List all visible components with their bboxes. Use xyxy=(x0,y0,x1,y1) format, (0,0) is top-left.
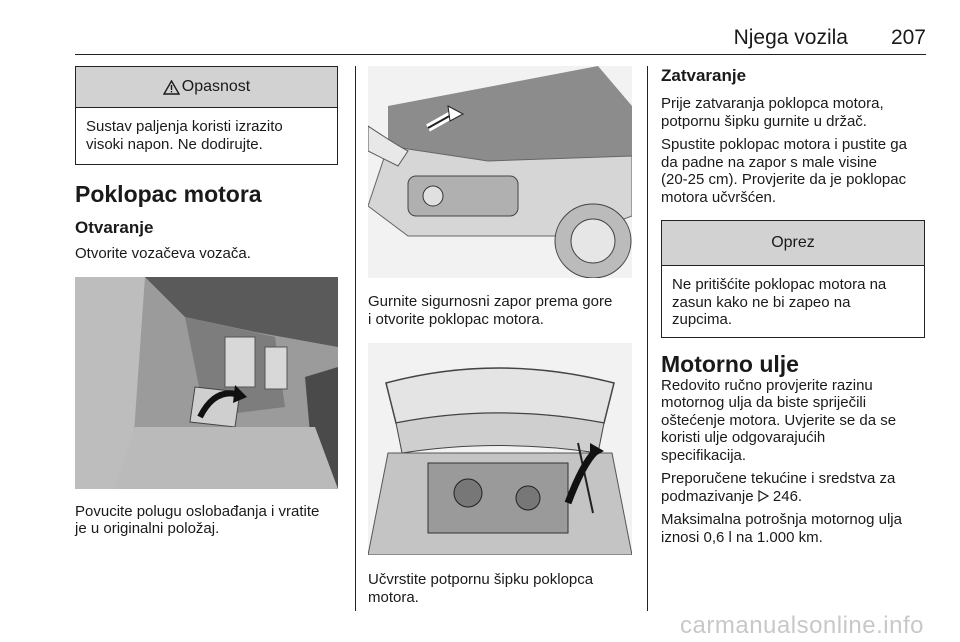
section-title-hood: Poklopac motora xyxy=(75,181,262,207)
danger-box xyxy=(75,66,338,165)
text-line: oštećenje motora. Uvjerite se da se xyxy=(661,411,897,429)
subsection-title-closing: Zatvaranje xyxy=(661,66,747,85)
footwell-caption xyxy=(75,503,338,538)
text-line: (20-25 cm). Provjerite da je poklopac xyxy=(661,171,907,188)
support-rod-caption xyxy=(368,571,632,606)
page-reference-link[interactable]: 246. xyxy=(772,487,803,505)
section-title-engine-oil: Motorno ulje xyxy=(661,350,799,377)
text-line: specifikacija. xyxy=(661,446,747,464)
column-2 xyxy=(368,66,632,606)
caution-line: Ne pritišćite poklopac motora na xyxy=(672,276,887,293)
engine-oil-paragraph-2 xyxy=(661,470,925,505)
subsection-title-opening: Otvaranje xyxy=(75,218,154,237)
text-line: Spustite poklopac motora i pustite ga xyxy=(661,136,907,153)
danger-line: Sustav paljenja koristi izrazito xyxy=(86,118,283,135)
caption-line: Povucite polugu oslobađanja i vratite xyxy=(75,502,320,520)
text-line: motornog ulja da biste spriječili xyxy=(661,394,867,411)
caption-line: i otvorite poklopac motora. xyxy=(368,310,544,328)
watermark: carmanualsonline.info xyxy=(680,612,924,639)
caution-title: Oprez xyxy=(771,234,815,251)
column-divider-1 xyxy=(355,66,356,611)
column-1 xyxy=(75,66,338,538)
footwell-release-lever-illustration xyxy=(75,277,338,489)
caution-line: zasun kako ne bi zapeo na xyxy=(672,293,851,311)
caution-line: zupcima. xyxy=(672,311,733,328)
closing-paragraph-2 xyxy=(661,136,925,206)
caption-line: je u originalni položaj. xyxy=(75,520,220,537)
closing-paragraph-1 xyxy=(661,95,925,130)
column-divider-2 xyxy=(647,66,648,611)
text-line: potpornu šipku gurnite u držač. xyxy=(661,112,867,130)
page-reference-arrow-icon xyxy=(758,490,769,502)
text-line: Prije zatvaranja poklopca motora, xyxy=(661,95,884,112)
warning-triangle-icon xyxy=(163,80,180,95)
page-number: 207 xyxy=(890,26,926,49)
safety-catch-caption xyxy=(368,293,632,328)
caution-box-header xyxy=(662,221,924,266)
hood-safety-catch-illustration xyxy=(368,66,632,278)
text-line: iznosi 0,6 l na 1.000 km. xyxy=(661,528,823,546)
danger-text xyxy=(76,108,337,164)
header-title: Njega vozila xyxy=(733,26,848,49)
caption-line: Gurnite sigurnosni zapor prema gore xyxy=(368,293,613,310)
header-rule xyxy=(75,54,926,55)
text-line: Redovito ručno provjerite razinu xyxy=(661,376,873,394)
text-line: Preporučene tekućine i sredstva za xyxy=(661,470,896,487)
column-3 xyxy=(661,66,925,546)
text-line: Maksimalna potrošnja motornog ulja xyxy=(661,511,902,528)
opening-intro: Otvorite vozačeva vozača. xyxy=(75,245,251,262)
text-line: koristi ulje odgovarajućih xyxy=(661,429,826,446)
danger-title: Opasnost xyxy=(181,78,251,95)
engine-oil-paragraph-1 xyxy=(661,377,925,465)
caution-text xyxy=(662,266,924,337)
caption-line: motora. xyxy=(368,588,419,606)
caption-line: Učvrstite potpornu šipku poklopca xyxy=(368,571,594,588)
danger-box-header xyxy=(76,67,337,108)
danger-line: visoki napon. Ne dodirujte. xyxy=(86,135,263,153)
text-line: podmazivanje xyxy=(661,487,754,505)
text-line: da padne na zapor s male visine xyxy=(661,153,877,171)
engine-oil-paragraph-3 xyxy=(661,511,925,546)
caution-box xyxy=(661,220,925,338)
page-header xyxy=(75,26,926,52)
text-line: motora učvršćen. xyxy=(661,188,777,206)
hood-support-rod-illustration xyxy=(368,343,632,555)
